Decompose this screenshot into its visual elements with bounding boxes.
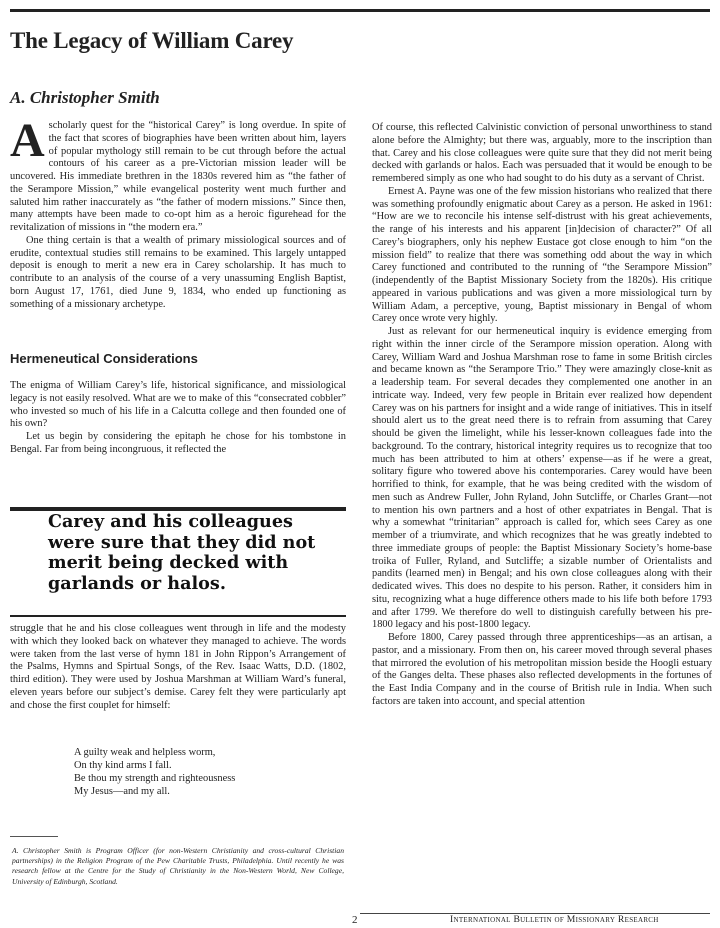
right-paragraph-1: Of course, this reflected Calvinistic conviction of personal unworthiness to stand alone before the Almighty; but there was, arguably, more to the inscription than that. Carey and his close colleagues were quite sure that they did not merit being decked with garlands or halos. Each was persuaded that it would be enough to be remembered simply as one who had sought to do his duty as a servant of Christ.	[372, 122, 712, 184]
intro-paragraph-1: Ascholarly quest for the “historical Carey” is long overdue. In spite of the fact that scores of biographies have been written about him, layers of popular mythology still remain to be cut through before the actual contours of his career as a pre-Victorian mission leader will be uncovered. His immediate brethren in the 1830s revered him as “the father of the Serampore Mission,” while evangelical posterity went much further and saluted him rather inaccurately as “the father of modern missions.” Since then, many attempts have been made to co-opt him as a heroic figurehead for the revitalization of missions in “the modern era.”	[10, 114, 346, 233]
poem-line: My Jesus—and my all.	[74, 786, 170, 797]
page-number: 2	[352, 914, 358, 926]
continuation-text	[10, 623, 346, 712]
right-paragraph-3: Just as relevant for our hermeneutical inquiry is evidence emerging from right within the inner circle of the Serampore mission operation. Along with Carey, William Ward and Joshua Marshman rose to fame in some British circles and became known as “the Serampore Trio.” They were amazingly close-knit as a leadership team. For several decades they complemented one another in an intricate way. Indeed, very few people in Britain ever realized how dependent Carey was on his partners for insight and a wide range of initiatives. This in itself should alert us to the great need there is to refrain from assuming that Carey should be given the limelight, while his lesser-known colleagues fade into the background. To the contrary, historical integrity requires us to recognize that too much has been attributed to him at others’ expense—as if he were a great, solitary figure who towered above his contemporaries. Carey would have been horrified to think, for example, that he was being credited with the wisdom of men such as Andrew Fuller, John Ryland, John Sutcliffe, or Charles Grant—not to mention his own partners and a host of other expatriates in Bengal. That is why a somewhat “trinitarian” approach is called for, which sees Carey as one member of a triumvirate, and which recognizes that he was greatly indebted to three immediate groups of people: the Baptist Missionary Society’s home-base troika of Fuller, Ryland, and Sutcliffe; a sizable number of Orientalists and pandits (learned men) in Bengal; and his own close colleagues along with their dedicated wives. This does no despite to his person. Rather, it considers him in situ, recognizing what a huge difference others made to his life both before 1793 and after 1799. We therefore do well to distinguish carefully between his pre-1800 legacy and his post-1800 legacy.	[372, 326, 712, 631]
top-rule	[10, 9, 710, 12]
section-heading: Hermeneutical Considerations	[10, 351, 198, 366]
pull-quote-rule-bottom	[10, 615, 346, 617]
pull-quote: Carey and his colleagues were sure that they did not merit being decked with garlands or halos.	[48, 511, 316, 594]
poem-line: A guilty weak and helpless worm,	[74, 747, 216, 758]
poem-line: On thy kind arms I fall.	[74, 760, 172, 771]
right-paragraph-4: Before 1800, Carey passed through three apprenticeships—as an artisan, a pastor, and a missionary. From then on, his career moved through several phases that mirrored the evolution of his metropolitan mission beside the Hoogli estuary of the Ganges delta. These phases also reflected developments in the fortunes of the East India Company and in the course of British rule in India. When such factors are taken into account, and special attention	[372, 632, 712, 707]
article-title: The Legacy of William Carey	[10, 28, 294, 53]
section-text	[10, 380, 346, 457]
continuation-paragraph: struggle that he and his close colleagues went through in life and the modesty with which they looked back on whatever they managed to achieve. The words were taken from the last verse of hymn 181 in John Rippon’s Arrangement of the Psalms, Hymns and Spirtual Songs, of the Rev. Isaac Watts, D.D. (1802, third edition). They were used by Joshua Marshman at William Ward’s funeral, eleven years before our subject’s demise. Carey felt they were particularly apt and chose the first couplet for himself:	[10, 623, 346, 711]
right-column-text	[372, 122, 712, 709]
author-name: A. Christopher Smith	[10, 88, 160, 107]
poem-line: Be thou my strength and righteousness	[74, 773, 236, 784]
footnote-rule	[10, 836, 58, 837]
intro-text	[10, 114, 346, 311]
journal-name: International Bulletin of Missionary Research	[450, 914, 659, 925]
author-footnote: A. Christopher Smith is Program Officer (for non-Western Christianity and cross-cultural Christian partnerships) in the Religion Program of the Pew Charitable Trusts, Philadelphia. Until recently he was research fellow at the Centre for the Study of Christianity in the Non-Western World, New College, University of Edinburgh, Scotland.	[12, 846, 344, 886]
section-paragraph-1: The enigma of William Carey’s life, historical significance, and missiological legacy is not easily resolved. What are we to make of this “consecrated cobbler” who invested so much of his life in a Calcutta college and then founded one of his own?	[10, 380, 346, 430]
intro-paragraph-2: One thing certain is that a wealth of primary missiological sources and of erudite, contextual studies still remains to be examined. This largely untapped deposit is enough to merit a new era in Carey scholarship. It has much to contribute to an analysis of the course of a very unassuming English Baptist, born August 17, 1761, died June 9, 1834, who ended up functioning as something of a missionary archetype.	[10, 234, 346, 310]
drop-cap: A	[10, 114, 45, 167]
epitaph-poem	[74, 746, 235, 798]
right-paragraph-2: Ernest A. Payne was one of the few mission historians who realized that there was something profoundly enigmatic about Carey as a person. He asked in 1961: “How are we to reconcile his intense self-distrust with his great achievements, the range of his interests and his apparent [in]decision of character?” Of all Carey’s biographers, only his nephew Eustace got close enough to him “on the mission field” to realize that there was something odd about the way in which Carey functioned and contributed to the running of “the Serampore Mission” (independently of the Baptist Missionary Society from the 1820s). His critique appeared in various publications and was given a more missiological turn by William Adam, a perceptive, young, Baptist missionary in Bengal of whom Carey once wrote very highly.	[372, 185, 712, 325]
section-paragraph-2: Let us begin by considering the epitaph he chose for his tombstone in Bengal. Far from being incongruous, it reflected the	[10, 431, 346, 455]
